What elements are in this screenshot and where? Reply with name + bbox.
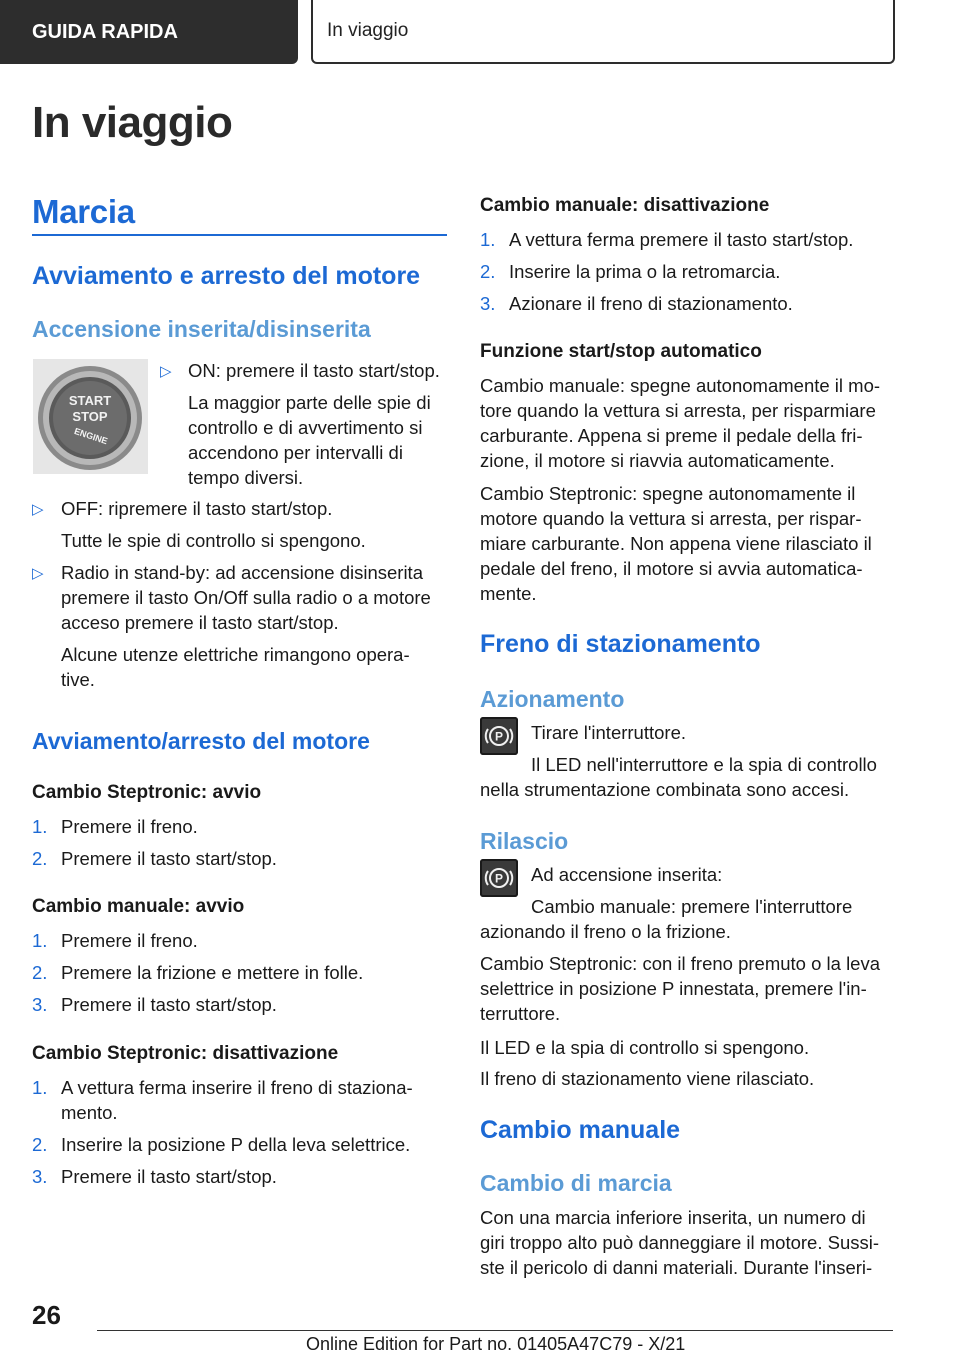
page-title: In viaggio (32, 98, 233, 147)
step-number: 2. (32, 962, 48, 983)
step-text: A vettura ferma premere il tasto start/stop. (509, 229, 854, 250)
heading-azionamento: Azionamento (480, 686, 625, 712)
step-number: 1. (480, 229, 496, 250)
step-number: 3. (32, 1166, 48, 1187)
note-line: Alcune utenze elettriche rimangono opera- (61, 644, 410, 665)
bullet-line: acceso premere il tasto start/stop. (61, 612, 339, 633)
edition-text: Online Edition for Part no. 01405A47C79 - X/21 (306, 1334, 686, 1354)
parking-brake-icon (480, 859, 518, 897)
engine-label: ENGINE (72, 426, 109, 447)
step-text: Premere la frizione e mettere in folle. (61, 962, 364, 983)
subheading: Funzione start/stop automatico (480, 341, 762, 362)
step-number: 2. (32, 848, 48, 869)
text-line: miare carburante. Non appena viene rilasciato il (480, 533, 872, 554)
subheading: Cambio Steptronic: avvio (32, 782, 262, 803)
list-item (160, 358, 450, 490)
step-text: Premere il freno. (61, 930, 198, 951)
bullet-note (32, 642, 452, 692)
text-line: pedale del freno, il motore si avvia automatica- (480, 558, 863, 579)
step-text: Inserire la prima o la retromarcia. (509, 261, 781, 282)
paragraph (480, 894, 920, 944)
list-item (32, 1132, 452, 1157)
note-line: La maggior parte delle spie di (188, 392, 431, 413)
heading-freno: Freno di stazionamento (480, 630, 761, 658)
triangle-bullet-icon: ▷ (32, 501, 44, 518)
list-item (480, 259, 920, 284)
parking-brake-icon (480, 717, 518, 755)
step-text: A vettura ferma inserire il freno di staziona- (61, 1077, 413, 1098)
paragraph (480, 1205, 920, 1280)
text-line: tore quando la vettura si arresta, per risparmiare (480, 400, 876, 421)
paragraph (480, 951, 920, 1026)
numbered-list (32, 814, 452, 871)
list-item (32, 846, 452, 871)
list-item (32, 992, 452, 1017)
text-line: Cambio manuale: spegne autonomamente il mo- (480, 375, 881, 396)
list-item (32, 960, 452, 985)
note-line: tive. (61, 669, 95, 690)
list-item (32, 1164, 452, 1189)
text-line: Con una marcia inferiore inserita, un numero di (480, 1207, 866, 1228)
numbered-list (32, 928, 452, 1017)
text-line: nella strumentazione combinata sono accesi. (480, 779, 850, 800)
paragraph (480, 752, 920, 802)
note-line: accendono per intervalli di (188, 442, 403, 463)
list-item (32, 560, 452, 692)
bullet-text (32, 560, 452, 635)
step-text: Premere il tasto start/stop. (61, 994, 277, 1015)
text-line: Cambio Steptronic: spegne autonomamente il (480, 483, 856, 504)
text-line: Il LED nell'interruttore e la spia di controllo (531, 754, 877, 775)
chapter-tab: In viaggio (311, 0, 895, 64)
text-line: terruttore. (480, 1003, 561, 1024)
step-number: 2. (480, 261, 496, 282)
step-text: Azionare il freno di stazionamento. (509, 293, 793, 314)
bullet-text: ON: premere il tasto start/stop. (188, 360, 440, 381)
paragraph: Ad accensione inserita: (531, 864, 723, 885)
start-label: START (68, 393, 112, 408)
heading-rule (32, 234, 447, 236)
text-line: mente. (480, 583, 537, 604)
text-line: selettrice in posizione P innestata, premere l'in- (480, 978, 867, 999)
svg-text:P: P (494, 729, 504, 744)
text-line: carburante. Appena si preme il pedale della fri- (480, 425, 863, 446)
text-line: giri troppo alto può danneggiare il motore. Sussi- (480, 1232, 880, 1253)
text-line: motore quando la vettura si arresta, per rispar- (480, 508, 862, 529)
text-line: azionando il freno o la frizione. (480, 921, 731, 942)
step-text: Premere il tasto start/stop. (61, 1166, 277, 1187)
stop-label: STOP (72, 409, 108, 424)
note-line: tempo diversi. (188, 467, 304, 488)
heading-avviamento: Avviamento e arresto del motore (32, 262, 421, 290)
step-number: 3. (32, 994, 48, 1015)
paragraph (480, 373, 920, 473)
heading-cambio-marcia: Cambio di marcia (480, 1170, 672, 1196)
step-number: 1. (32, 930, 48, 951)
numbered-list (480, 227, 920, 316)
paragraph: Il freno di stazionamento viene rilasciato. (480, 1068, 815, 1089)
paragraph (480, 481, 920, 606)
heading-rilascio: Rilascio (480, 828, 569, 854)
step-number: 3. (480, 293, 496, 314)
step-text: Premere il freno. (61, 816, 198, 837)
step-text: mento. (61, 1102, 118, 1123)
triangle-bullet-icon: ▷ (32, 565, 44, 582)
list-item (32, 1075, 452, 1125)
step-number: 2. (32, 1134, 48, 1155)
step-text: Inserire la posizione P della leva selettrice. (61, 1134, 411, 1155)
step-number: 1. (32, 816, 48, 837)
page-number: 26 (32, 1300, 61, 1330)
text-line: ste il pericolo di danni materiali. Durante l'inseri- (480, 1257, 873, 1278)
subheading: Cambio manuale: disattivazione (480, 195, 770, 216)
bullet-note (160, 390, 450, 490)
bullet-text: OFF: ripremere il tasto start/stop. (61, 498, 333, 519)
section-tab: GUIDA RAPIDA (0, 0, 298, 64)
start-stop-button-image (33, 359, 148, 474)
subheading: Cambio Steptronic: disattivazione (32, 1043, 339, 1064)
list-item (480, 227, 920, 252)
heading-cambio-manuale: Cambio manuale (480, 1116, 681, 1144)
heading-avviamento-arresto: Avviamento/arresto del motore (32, 728, 370, 754)
heading-accensione: Accensione inserita/disinserita (32, 316, 371, 342)
step-text: Premere il tasto start/stop. (61, 848, 277, 869)
start-stop-icon (33, 359, 148, 474)
list-item (480, 291, 920, 316)
list-item (32, 814, 452, 839)
text-line: Cambio Steptronic: con il freno premuto o la leva (480, 953, 881, 974)
paragraph: Il LED e la spia di controllo si spengono. (480, 1037, 810, 1058)
footer-rule (97, 1330, 893, 1331)
bullet-line: premere il tasto On/Off sulla radio o a motore (61, 587, 431, 608)
text-line: zione, il motore si riavvia automaticamente. (480, 450, 835, 471)
note-line: controllo e di avvertimento si (188, 417, 423, 438)
paragraph: Tirare l'interruttore. (531, 722, 687, 743)
bullet-line: Radio in stand-by: ad accensione disinserita (61, 562, 423, 583)
list-item (32, 496, 452, 553)
bullet-note: Tutte le spie di controllo si spengono. (61, 530, 366, 551)
subheading: Cambio manuale: avvio (32, 896, 245, 917)
svg-text:P: P (494, 871, 504, 886)
text-line: Cambio manuale: premere l'interruttore (531, 896, 853, 917)
step-number: 1. (32, 1077, 48, 1098)
list-item (32, 928, 452, 953)
numbered-list (32, 1075, 452, 1189)
heading-marcia: Marcia (32, 193, 135, 230)
triangle-bullet-icon: ▷ (160, 363, 172, 380)
